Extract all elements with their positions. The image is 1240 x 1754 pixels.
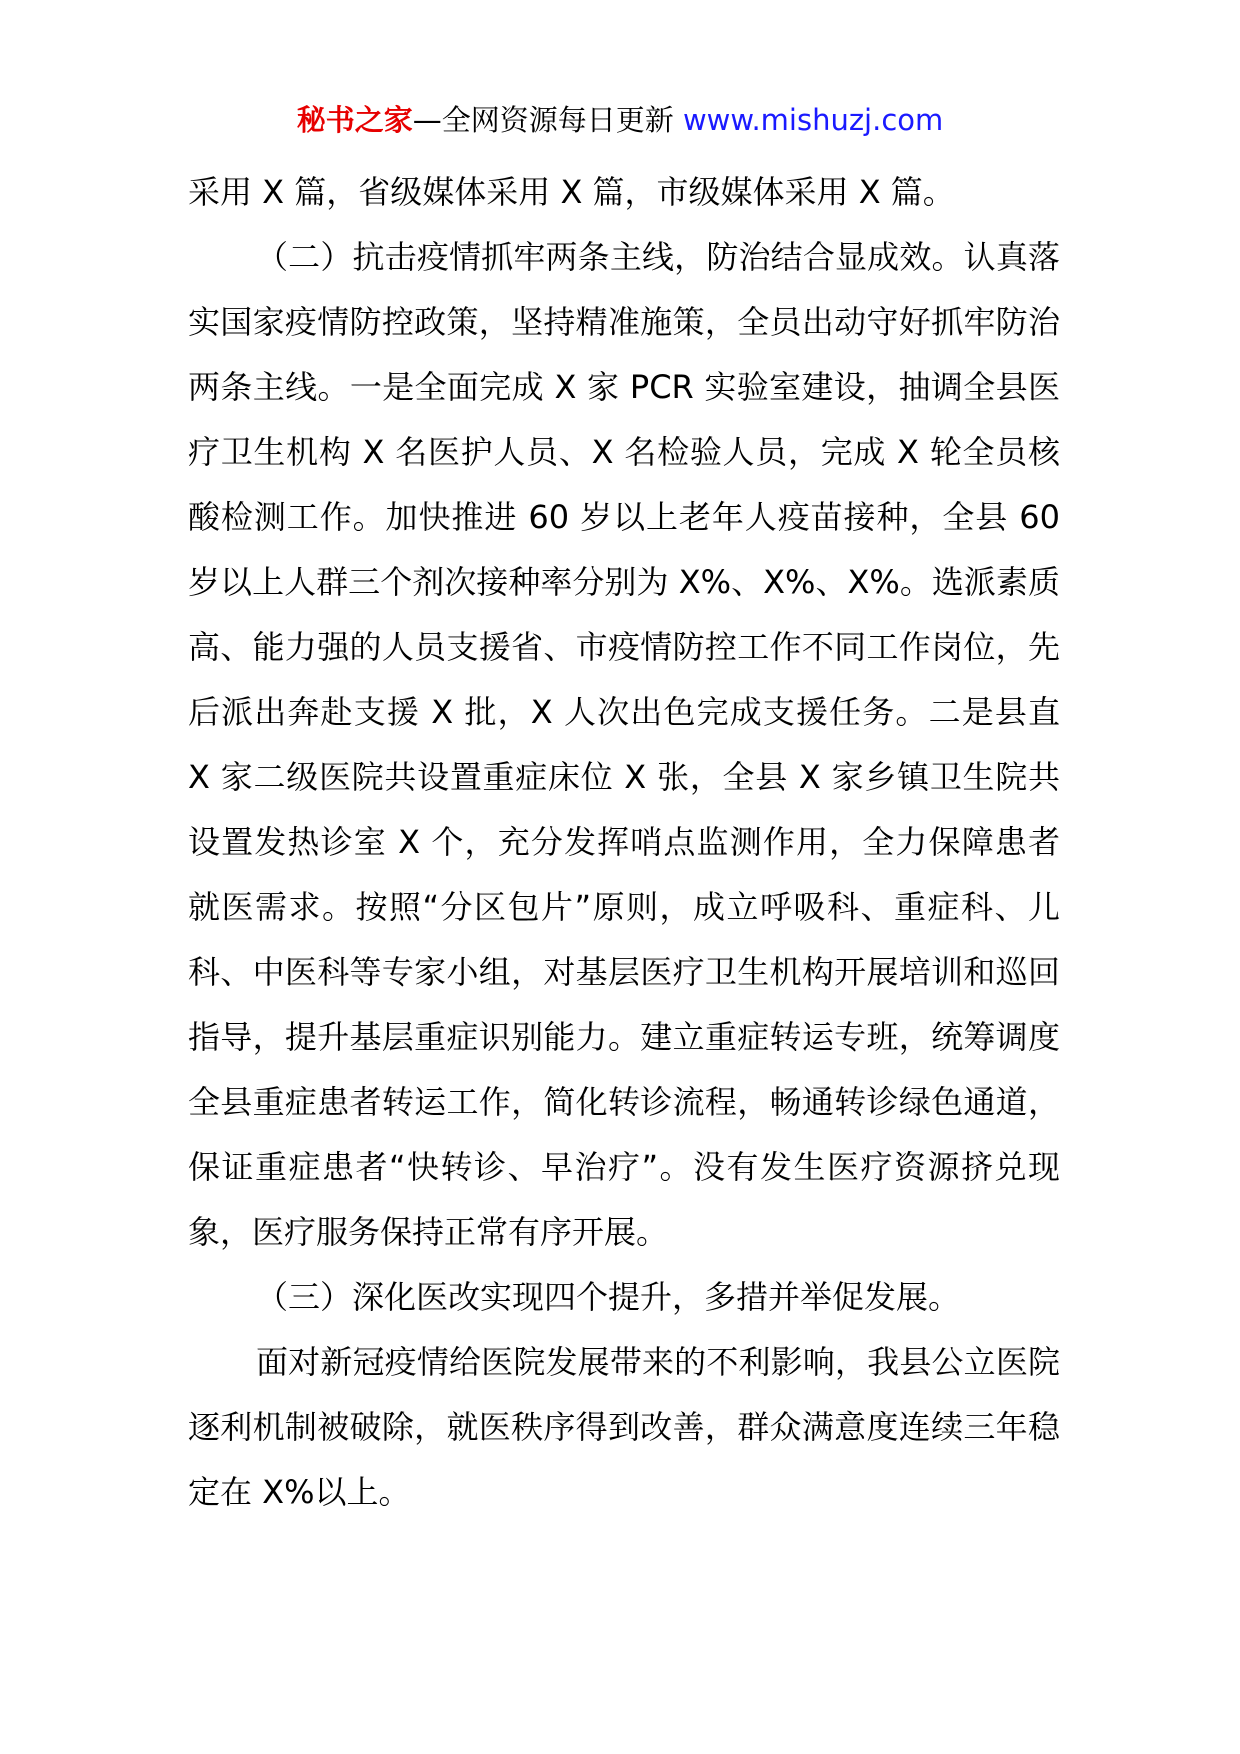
site-url-link[interactable]: www.mishuzj.com [682, 103, 944, 137]
site-brand: 秘书之家 [296, 103, 413, 137]
paragraph-section-three-heading: （三）深化医改实现四个提升，多措并举促发展。 [256, 1278, 961, 1316]
paragraph-section-two: （二）抗击疫情抓牢两条主线，防治结合显成效。认真落实国家疫情防控政策，坚持精准施策，全员出动守好抓牢防治两条主线。一是全面完成 X 家 PCR 实验室建设，抽调全县医疗卫生机构 X 名医护人员、X 名检验人员，完成 X 轮全员核酸检测工作。加快推进 60 岁以上老年人疫苗接种，全县 60 岁以上人群三个剂次接种率分别为 X%、X%、X%。选派素质高、能力强的人员支援省、市疫情防控工作不同工作岗位，先后派出奔赴支援 X 批，X 人次出色完成支援任务。二是县直 X 家二级医院共设置重症床位 X 张，全县 X 家乡镇卫生院共设置发热诊室 X 个，充分发挥哨点监测作用，全力保障患者就医需求。按照“分区包片”原则，成立呼吸科、重症科、儿科、中医科等专家小组，对基层医疗卫生机构开展培训和巡回指导，提升基层重症识别能力。建立重症转运专班，统筹调度全县重症患者转运工作，简化转诊流程，畅通转诊绿色通道，保证重症患者“快转诊、早治疗”。没有发生医疗资源挤兑现象，医疗服务保持正常有序开展。 [188, 238, 1060, 1251]
site-header [0, 100, 1240, 140]
paragraph-continuation: 采用 X 篇，省级媒体采用 X 篇，市级媒体采用 X 篇。 [188, 173, 955, 211]
site-tagline: —全网资源每日更新 [412, 103, 683, 137]
document-body [188, 160, 1060, 1525]
paragraph-section-three-body: 面对新冠疫情给医院发展带来的不利影响，我县公立医院逐利机制被破除，就医秩序得到改善，群众满意度连续三年稳定在 X%以上。 [188, 1343, 1060, 1511]
